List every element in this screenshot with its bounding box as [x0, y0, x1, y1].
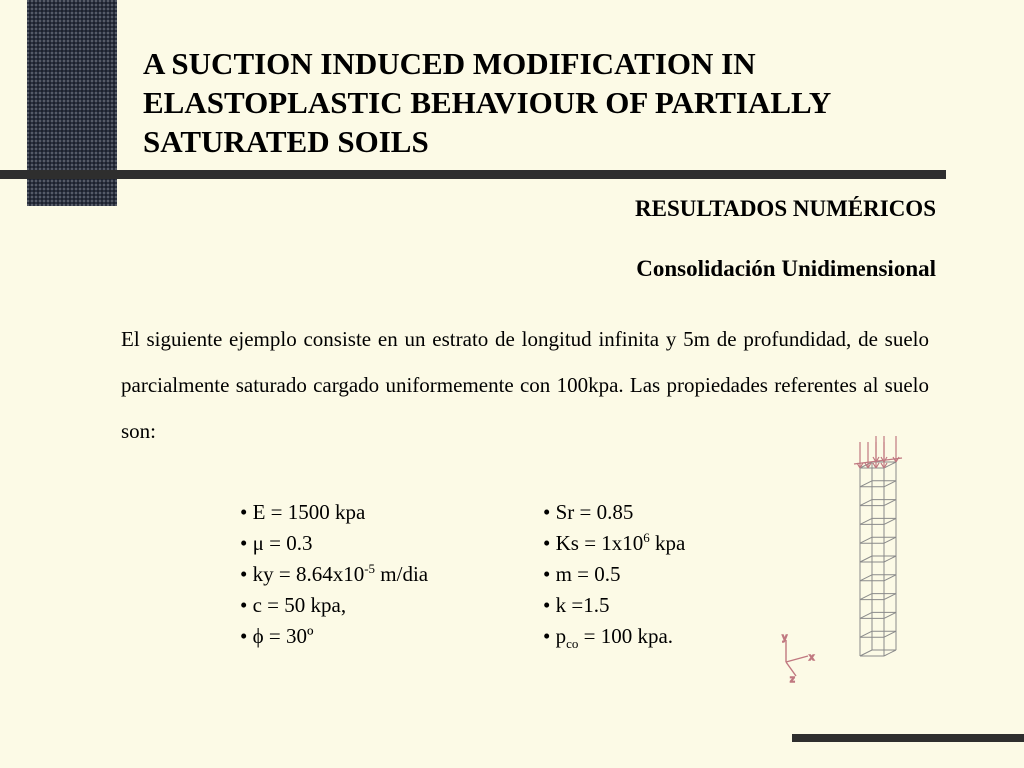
property-item: • m = 0.5: [543, 562, 621, 586]
axis-label-x: x: [809, 653, 815, 663]
properties-right-list: [543, 497, 685, 652]
title-line: A SUCTION INDUCED MODIFICATION IN: [143, 46, 756, 81]
property-item: • μ = 0.3: [240, 531, 313, 555]
property-item: • E = 1500 kpa: [240, 500, 366, 524]
slide-title: [143, 44, 963, 161]
section-heading: RESULTADOS NUMÉRICOS: [635, 196, 936, 221]
axis-label-z: z: [790, 675, 795, 684]
footer-divider: [792, 734, 1024, 742]
title-line: ELASTOPLASTIC BEHAVIOUR OF PARTIALLY: [143, 85, 832, 120]
axis-label-y: y: [782, 633, 788, 643]
property-item: • ky = $8.64x10^{-5}$ m/dia: [240, 561, 429, 586]
intro-paragraph: El siguiente ejemplo consiste en un estrato de longitud infinita y 5m de profundidad, de suelo parcialmente saturado cargado uniformemente con 100kpa. Las propiedades referentes al suelo son:: [121, 327, 929, 443]
property-item: • Sr = 0.85: [543, 500, 634, 524]
section-subheading: Consolidación Unidimensional: [636, 256, 936, 281]
property-item: • $p_{co} = 100$ kpa.: [543, 624, 674, 652]
property-item: • c = 50 kpa,: [240, 593, 347, 617]
title-divider: [0, 170, 946, 179]
column-mesh: [860, 462, 896, 656]
load-arrows: [854, 436, 902, 468]
soil-column-mesh-figure: [760, 434, 920, 684]
title-line: SATURATED SOILS: [143, 124, 429, 159]
axes-triad-icon: [782, 633, 815, 684]
property-item: • ϕ = 30º: [240, 624, 314, 648]
property-item: • k =1.5: [543, 593, 610, 617]
property-item: • $Ks = 1x10^6$ kpa: [543, 530, 686, 555]
properties-left-list: [240, 497, 428, 652]
